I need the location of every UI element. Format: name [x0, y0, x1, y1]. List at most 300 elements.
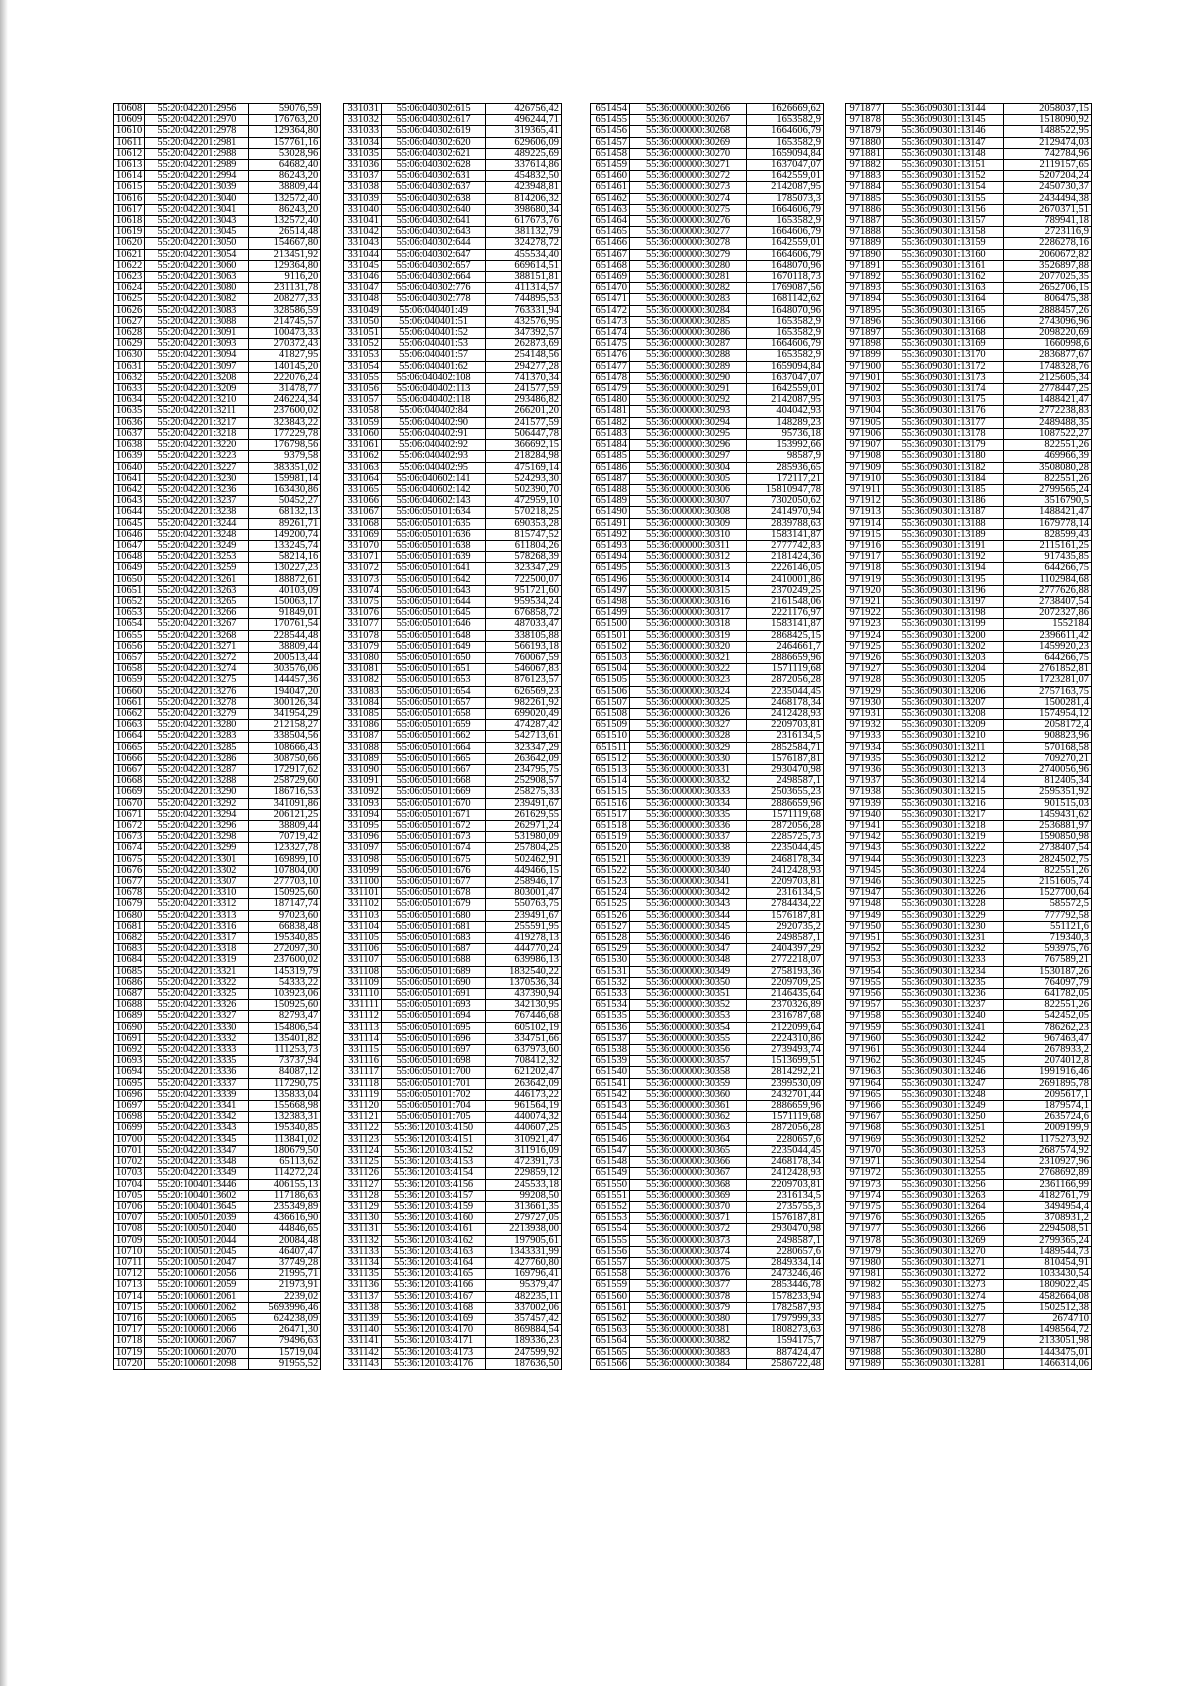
row-number-cell: 651469 [591, 272, 630, 283]
value-cell: 383351,02 [249, 462, 321, 473]
row-number-cell: 971982 [846, 1280, 884, 1291]
row-number-cell: 10661 [114, 697, 145, 708]
row-number-cell: 331142 [344, 1347, 382, 1358]
row-number-cell: 971922 [846, 608, 884, 619]
row-number-cell: 971940 [846, 809, 884, 820]
cadastral-number-cell: 55:20:100601:2065 [145, 1313, 249, 1324]
value-cell: 901515,03 [1004, 798, 1092, 809]
value-cell: 294277,28 [486, 361, 562, 372]
row-number-cell: 651491 [591, 518, 630, 529]
value-cell: 2235044,45 [747, 686, 824, 697]
value-cell: 172917,62 [249, 764, 321, 775]
table-row [591, 1157, 824, 1168]
row-number-cell: 971907 [846, 440, 884, 451]
row-number-cell: 331045 [344, 260, 382, 271]
row-number-cell: 10679 [114, 899, 145, 910]
value-cell: 744895,53 [486, 294, 562, 305]
table-row [591, 249, 824, 260]
table-row [344, 843, 562, 854]
cadastral-number-cell: 55:20:042201:3341 [145, 1101, 249, 1112]
row-number-cell: 651531 [591, 966, 630, 977]
row-number-cell: 10623 [114, 272, 145, 283]
row-number-cell: 651509 [591, 720, 630, 731]
row-number-cell: 651472 [591, 305, 630, 316]
table-row [344, 216, 562, 227]
value-cell: 1797999,33 [747, 1313, 824, 1324]
value-cell: 2503655,23 [747, 787, 824, 798]
value-cell: 446173,22 [486, 1089, 562, 1100]
value-cell: 1571119,68 [747, 809, 824, 820]
cadastral-number-cell: 55:36:090301:13195 [884, 574, 1004, 585]
table-row [114, 339, 321, 350]
row-number-cell: 651506 [591, 686, 630, 697]
table-row [344, 1302, 562, 1313]
table-row [114, 731, 321, 742]
row-number-cell: 971911 [846, 484, 884, 495]
cadastral-number-cell: 55:20:042201:3265 [145, 596, 249, 607]
row-number-cell: 971946 [846, 877, 884, 888]
cadastral-number-cell: 55:20:100601:2066 [145, 1325, 249, 1336]
cadastral-number-cell: 55:20:042201:3272 [145, 652, 249, 663]
cadastral-number-cell: 55:36:090301:13253 [884, 1145, 1004, 1156]
value-cell: 2072327,86 [1004, 608, 1092, 619]
row-number-cell: 651490 [591, 507, 630, 518]
value-cell: 767446,68 [486, 1011, 562, 1022]
row-number-cell: 971975 [846, 1201, 884, 1212]
table-row [344, 440, 562, 451]
value-cell: 21995,71 [249, 1269, 321, 1280]
row-number-cell: 651516 [591, 798, 630, 809]
value-cell: 551121,6 [1004, 921, 1092, 932]
table-row [114, 1302, 321, 1313]
table-row [344, 294, 562, 305]
cadastral-number-cell: 55:36:090301:13213 [884, 764, 1004, 775]
value-cell: 2868425,15 [747, 630, 824, 641]
row-number-cell: 10688 [114, 1000, 145, 1011]
table-row [846, 1201, 1092, 1212]
row-number-cell: 10644 [114, 507, 145, 518]
value-cell: 423948,81 [486, 182, 562, 193]
row-number-cell: 331107 [344, 955, 382, 966]
row-number-cell: 651541 [591, 1078, 630, 1089]
table-row [344, 1078, 562, 1089]
cadastral-number-cell: 55:06:050101:689 [382, 966, 486, 977]
row-number-cell: 971917 [846, 552, 884, 563]
table-row [344, 160, 562, 171]
cadastral-number-cell: 55:20:042201:3333 [145, 1045, 249, 1056]
table-row [591, 1134, 824, 1145]
row-number-cell: 331050 [344, 316, 382, 327]
cadastral-number-cell: 55:20:042201:3267 [145, 619, 249, 630]
table-row [344, 731, 562, 742]
cadastral-number-cell: 55:20:042201:3237 [145, 496, 249, 507]
row-number-cell: 331055 [344, 372, 382, 383]
table-row [846, 249, 1092, 260]
value-cell: 252908,57 [486, 776, 562, 787]
value-cell: 637973,60 [486, 1045, 562, 1056]
cadastral-number-cell: 55:20:042201:3343 [145, 1123, 249, 1134]
table-row [846, 1213, 1092, 1224]
cadastral-number-cell: 55:36:090301:13170 [884, 350, 1004, 361]
value-cell: 21973,91 [249, 1280, 321, 1291]
cadastral-number-cell: 55:36:090301:13264 [884, 1201, 1004, 1212]
table-row [114, 865, 321, 876]
cadastral-number-cell: 55:36:000000:30340 [630, 865, 747, 876]
row-number-cell: 10695 [114, 1078, 145, 1089]
table-row [344, 966, 562, 977]
table-row [344, 417, 562, 428]
table-row [846, 384, 1092, 395]
row-number-cell: 331083 [344, 686, 382, 697]
table-row [846, 294, 1092, 305]
value-cell: 3526897,88 [1004, 260, 1092, 271]
table-row [114, 148, 321, 159]
row-number-cell: 10632 [114, 372, 145, 383]
cadastral-number-cell: 55:36:000000:30269 [630, 137, 747, 148]
value-cell: 170761,54 [249, 619, 321, 630]
cadastral-number-cell: 55:36:090301:13148 [884, 148, 1004, 159]
table-row [591, 1056, 824, 1067]
cadastral-number-cell: 55:06:040401:49 [382, 305, 486, 316]
table-row [344, 619, 562, 630]
value-cell: 20084,48 [249, 1235, 321, 1246]
table-row [344, 1347, 562, 1358]
cadastral-number-cell: 55:20:042201:3083 [145, 305, 249, 316]
cadastral-number-cell: 55:36:090301:13205 [884, 675, 1004, 686]
row-number-cell: 331130 [344, 1213, 382, 1224]
row-number-cell: 10702 [114, 1157, 145, 1168]
table-row [344, 1280, 562, 1291]
table-row [846, 686, 1092, 697]
cadastral-number-cell: 55:36:090301:13175 [884, 395, 1004, 406]
row-number-cell: 10694 [114, 1067, 145, 1078]
row-number-cell: 971900 [846, 361, 884, 372]
row-number-cell: 651526 [591, 910, 630, 921]
table-row [114, 484, 321, 495]
row-number-cell: 331135 [344, 1269, 382, 1280]
table-row [846, 171, 1092, 182]
cadastral-number-cell: 55:20:100401:3602 [145, 1190, 249, 1201]
value-cell: 2740056,96 [1004, 764, 1092, 775]
cadastral-number-cell: 55:36:000000:30365 [630, 1145, 747, 1156]
table-row [344, 1213, 562, 1224]
table-row [846, 563, 1092, 574]
value-cell: 144457,36 [249, 675, 321, 686]
row-number-cell: 651535 [591, 1011, 630, 1022]
table-row [114, 832, 321, 843]
cadastral-number-cell: 55:36:000000:30336 [630, 821, 747, 832]
value-cell: 2095617,1 [1004, 1089, 1092, 1100]
value-cell: 334751,66 [486, 1033, 562, 1044]
value-cell: 68132,13 [249, 507, 321, 518]
row-number-cell: 971885 [846, 193, 884, 204]
cadastral-number-cell: 55:20:042201:3088 [145, 316, 249, 327]
table-row [114, 619, 321, 630]
table-row [846, 496, 1092, 507]
value-cell: 187636,50 [486, 1358, 562, 1369]
table-row [344, 227, 562, 238]
row-number-cell: 331117 [344, 1067, 382, 1078]
table-row [591, 1336, 824, 1347]
cadastral-number-cell: 55:06:050101:700 [382, 1067, 486, 1078]
cadastral-number-cell: 55:36:000000:30282 [630, 283, 747, 294]
table-row [344, 260, 562, 271]
value-cell: 38809,44 [249, 821, 321, 832]
table-row [344, 798, 562, 809]
row-number-cell: 651515 [591, 787, 630, 798]
row-number-cell: 331090 [344, 764, 382, 775]
row-number-cell: 10651 [114, 585, 145, 596]
row-number-cell: 971939 [846, 798, 884, 809]
table-row [344, 832, 562, 843]
cadastral-number-cell: 55:06:050101:680 [382, 910, 486, 921]
value-cell: 150925,60 [249, 888, 321, 899]
value-cell: 5207204,24 [1004, 171, 1092, 182]
value-cell: 91955,52 [249, 1358, 321, 1369]
table-row [114, 1045, 321, 1056]
value-cell: 245533,18 [486, 1179, 562, 1190]
cadastral-number-cell: 55:20:042201:3217 [145, 417, 249, 428]
cadastral-number-cell: 55:20:042201:3349 [145, 1168, 249, 1179]
value-cell: 1488421,47 [1004, 507, 1092, 518]
value-cell: 357457,42 [486, 1313, 562, 1324]
value-cell: 337614,86 [486, 160, 562, 171]
value-cell: 2738407,54 [1004, 843, 1092, 854]
table-row [344, 316, 562, 327]
cadastral-number-cell: 55:36:000000:30329 [630, 742, 747, 753]
cadastral-number-cell: 55:36:000000:30326 [630, 708, 747, 719]
row-number-cell: 10670 [114, 798, 145, 809]
row-number-cell: 10716 [114, 1313, 145, 1324]
table-row [591, 1045, 824, 1056]
row-number-cell: 971945 [846, 865, 884, 876]
table-row [344, 1190, 562, 1201]
value-cell: 2235044,45 [747, 843, 824, 854]
cadastral-number-cell: 55:06:050101:645 [382, 608, 486, 619]
cadastral-number-cell: 55:36:120103:4160 [382, 1213, 486, 1224]
value-cell: 208277,33 [249, 294, 321, 305]
table-row [344, 720, 562, 731]
value-cell: 2209709,25 [747, 977, 824, 988]
row-number-cell: 331052 [344, 339, 382, 350]
row-number-cell: 651488 [591, 484, 630, 495]
row-number-cell: 331093 [344, 798, 382, 809]
value-cell: 1832540,22 [486, 966, 562, 977]
value-cell: 154667,80 [249, 238, 321, 249]
cadastral-number-cell: 55:36:000000:30359 [630, 1078, 747, 1089]
value-cell: 319365,41 [486, 126, 562, 137]
cadastral-number-cell: 55:36:090301:13180 [884, 451, 1004, 462]
value-cell: 1443475,01 [1004, 1347, 1092, 1358]
value-cell: 550763,75 [486, 899, 562, 910]
table-row [114, 1246, 321, 1257]
cadastral-number-cell: 55:36:090301:13230 [884, 921, 1004, 932]
table-row [344, 238, 562, 249]
table-row [846, 451, 1092, 462]
table-row [114, 1056, 321, 1067]
cadastral-number-cell: 55:36:000000:30379 [630, 1302, 747, 1313]
row-number-cell: 971988 [846, 1347, 884, 1358]
cadastral-number-cell: 55:36:090301:13246 [884, 1067, 1004, 1078]
cadastral-number-cell: 55:36:090301:13215 [884, 787, 1004, 798]
value-cell: 323843,22 [249, 417, 321, 428]
value-cell: 426756,42 [486, 104, 562, 115]
row-number-cell: 971888 [846, 227, 884, 238]
table-row [344, 204, 562, 215]
table-row [846, 1347, 1092, 1358]
table-row [344, 350, 562, 361]
cadastral-number-cell: 55:36:120103:4164 [382, 1257, 486, 1268]
row-number-cell: 651542 [591, 1089, 630, 1100]
row-number-cell: 331076 [344, 608, 382, 619]
row-number-cell: 10639 [114, 451, 145, 462]
cadastral-number-cell: 55:36:090301:13160 [884, 249, 1004, 260]
value-cell: 89261,71 [249, 518, 321, 529]
row-number-cell: 651486 [591, 462, 630, 473]
value-cell: 328586,59 [249, 305, 321, 316]
row-number-cell: 651485 [591, 451, 630, 462]
value-cell: 341091,86 [249, 798, 321, 809]
value-cell: 46407,47 [249, 1246, 321, 1257]
cadastral-number-cell: 55:36:000000:30314 [630, 574, 747, 585]
table-row [344, 764, 562, 775]
cadastral-number-cell: 55:20:042201:3244 [145, 518, 249, 529]
cadastral-number-cell: 55:06:040302:643 [382, 227, 486, 238]
value-cell: 246224,34 [249, 395, 321, 406]
value-cell: 150925,60 [249, 1000, 321, 1011]
value-cell: 1653582,9 [747, 316, 824, 327]
row-number-cell: 971970 [846, 1145, 884, 1156]
table-row [344, 1291, 562, 1302]
value-cell: 213451,92 [249, 249, 321, 260]
table-row [846, 753, 1092, 764]
cadastral-number-cell: 55:36:000000:30322 [630, 664, 747, 675]
value-cell: 145319,79 [249, 966, 321, 977]
table-row [846, 944, 1092, 955]
row-number-cell: 331116 [344, 1056, 382, 1067]
row-number-cell: 331062 [344, 451, 382, 462]
row-number-cell: 10673 [114, 832, 145, 843]
row-number-cell: 971960 [846, 1033, 884, 1044]
row-number-cell: 331068 [344, 518, 382, 529]
row-number-cell: 971944 [846, 854, 884, 865]
value-cell: 3508080,28 [1004, 462, 1092, 473]
row-number-cell: 971989 [846, 1358, 884, 1369]
value-cell: 1574954,12 [1004, 708, 1092, 719]
cadastral-number-cell: 55:36:000000:30343 [630, 899, 747, 910]
row-number-cell: 651513 [591, 764, 630, 775]
table-row [846, 260, 1092, 271]
cadastral-number-cell: 55:36:090301:13161 [884, 260, 1004, 271]
table-row [846, 216, 1092, 227]
table-row [114, 518, 321, 529]
cadastral-number-cell: 55:36:090301:13214 [884, 776, 1004, 787]
value-cell: 812405,34 [1004, 776, 1092, 787]
table-row [591, 1145, 824, 1156]
row-number-cell: 651548 [591, 1157, 630, 1168]
row-number-cell: 651511 [591, 742, 630, 753]
row-number-cell: 331115 [344, 1045, 382, 1056]
table-row [344, 484, 562, 495]
table-row [114, 540, 321, 551]
table-row [114, 1022, 321, 1033]
cadastral-number-cell: 55:36:090301:13270 [884, 1246, 1004, 1257]
value-cell: 908823,96 [1004, 731, 1092, 742]
cadastral-number-cell: 55:36:090301:13179 [884, 440, 1004, 451]
cadastral-number-cell: 55:36:000000:30348 [630, 955, 747, 966]
row-number-cell: 651480 [591, 395, 630, 406]
row-number-cell: 651537 [591, 1033, 630, 1044]
table-row [591, 865, 824, 876]
cadastral-number-cell: 55:20:042201:3060 [145, 260, 249, 271]
row-number-cell: 331128 [344, 1190, 382, 1201]
row-number-cell: 331140 [344, 1325, 382, 1336]
value-cell: 40103,09 [249, 585, 321, 596]
table-row [591, 753, 824, 764]
row-number-cell: 651517 [591, 809, 630, 820]
value-cell: 1583141,87 [747, 529, 824, 540]
row-number-cell: 971955 [846, 977, 884, 988]
cadastral-number-cell: 55:20:100501:2045 [145, 1246, 249, 1257]
cadastral-number-cell: 55:06:050101:681 [382, 921, 486, 932]
table-row [344, 496, 562, 507]
row-number-cell: 651547 [591, 1145, 630, 1156]
value-cell: 2412428,93 [747, 865, 824, 876]
cadastral-number-cell: 55:20:042201:3223 [145, 451, 249, 462]
cadastral-number-cell: 55:36:000000:30270 [630, 148, 747, 159]
cadastral-number-cell: 55:36:000000:30267 [630, 115, 747, 126]
row-number-cell: 331041 [344, 216, 382, 227]
value-cell: 828599,43 [1004, 529, 1092, 540]
row-number-cell: 971950 [846, 921, 884, 932]
row-number-cell: 971973 [846, 1179, 884, 1190]
cadastral-number-cell: 55:20:100601:2061 [145, 1291, 249, 1302]
table-row [114, 630, 321, 641]
row-number-cell: 331033 [344, 126, 382, 137]
cadastral-number-cell: 55:36:090301:13185 [884, 484, 1004, 495]
value-cell: 9116,20 [249, 272, 321, 283]
value-cell: 1489544,73 [1004, 1246, 1092, 1257]
value-cell: 44846,65 [249, 1224, 321, 1235]
value-cell: 1513699,51 [747, 1056, 824, 1067]
cadastral-number-cell: 55:36:120103:4154 [382, 1168, 486, 1179]
table-row [114, 977, 321, 988]
cadastral-number-cell: 55:36:000000:30308 [630, 507, 747, 518]
cadastral-number-cell: 55:36:000000:30361 [630, 1101, 747, 1112]
value-cell: 2498587,1 [747, 1235, 824, 1246]
table-row [846, 720, 1092, 731]
row-number-cell: 331129 [344, 1201, 382, 1212]
row-number-cell: 651466 [591, 238, 630, 249]
row-number-cell: 10630 [114, 350, 145, 361]
row-number-cell: 971886 [846, 204, 884, 215]
table-row [591, 720, 824, 731]
cadastral-number-cell: 55:36:000000:30328 [630, 731, 747, 742]
row-number-cell: 651525 [591, 899, 630, 910]
value-cell: 489225,69 [486, 148, 562, 159]
value-cell: 229859,12 [486, 1168, 562, 1179]
table-row [846, 328, 1092, 339]
value-cell: 1664606,79 [747, 227, 824, 238]
row-number-cell: 971943 [846, 843, 884, 854]
value-cell: 641782,05 [1004, 989, 1092, 1000]
value-cell: 2836877,67 [1004, 350, 1092, 361]
row-number-cell: 651561 [591, 1302, 630, 1313]
cadastral-number-cell: 55:36:090301:13226 [884, 888, 1004, 899]
table-row [591, 1179, 824, 1190]
cadastral-number-cell: 55:06:050101:678 [382, 888, 486, 899]
table-row [591, 440, 824, 451]
